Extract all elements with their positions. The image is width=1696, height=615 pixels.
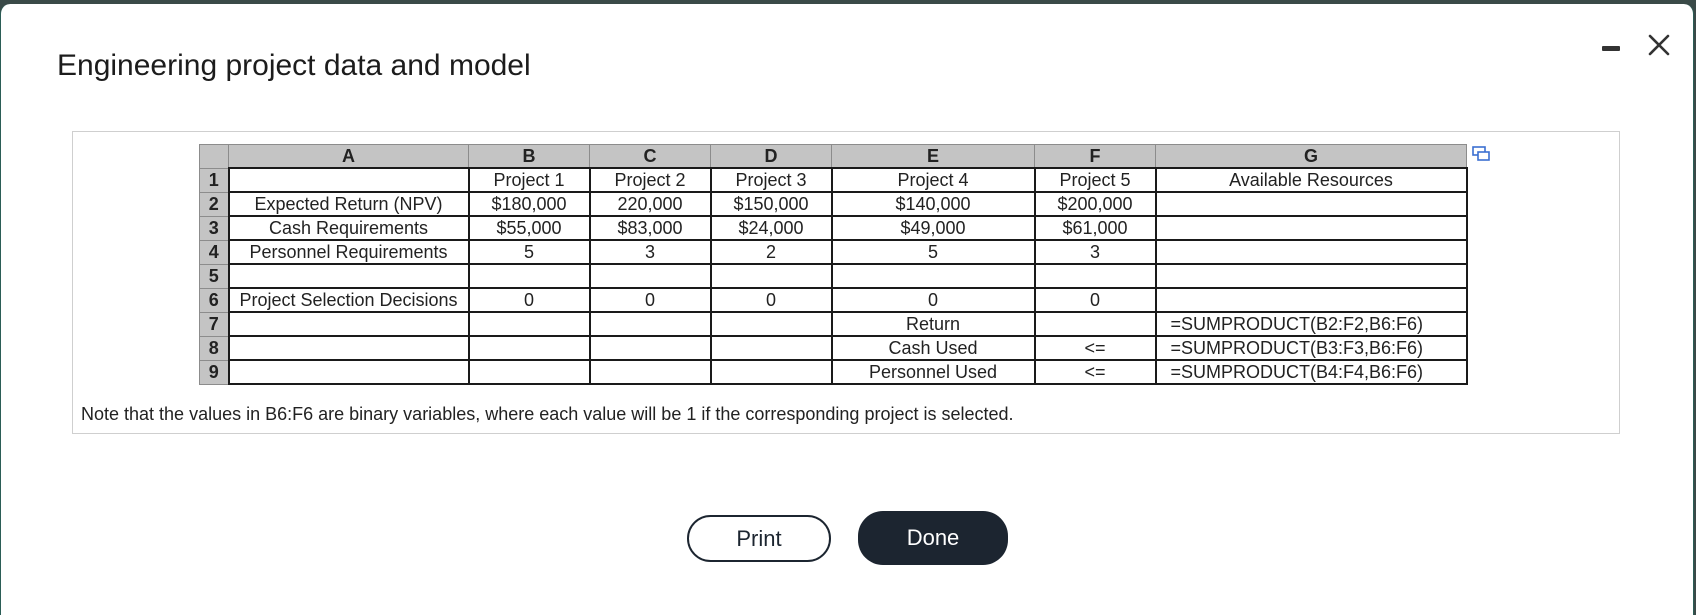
row-number: 6 [200, 288, 229, 312]
cell-c4: 3 [590, 240, 711, 264]
row-number: 4 [200, 240, 229, 264]
cell-d5 [711, 264, 832, 288]
row-number: 9 [200, 360, 229, 384]
minimize-icon [1602, 46, 1620, 51]
cell-d6: 0 [711, 288, 832, 312]
cell-c9 [590, 360, 711, 384]
cell-g7: =SUMPRODUCT(B2:F2,B6:F6) [1156, 312, 1467, 336]
cell-e6: 0 [832, 288, 1035, 312]
cell-c1: Project 2 [590, 168, 711, 192]
cell-d9 [711, 360, 832, 384]
cell-d2: $150,000 [711, 192, 832, 216]
cell-g2 [1156, 192, 1467, 216]
table-row [200, 264, 1467, 288]
cell-a3: Cash Requirements [229, 216, 469, 240]
cell-f3: $61,000 [1035, 216, 1156, 240]
column-header-c: C [590, 145, 711, 169]
cell-a6: Project Selection Decisions [229, 288, 469, 312]
cell-b2: $180,000 [469, 192, 590, 216]
cell-e1: Project 4 [832, 168, 1035, 192]
table-row [200, 336, 1467, 360]
cell-g1: Available Resources [1156, 168, 1467, 192]
cell-f5 [1035, 264, 1156, 288]
cell-a7 [229, 312, 469, 336]
cell-a8 [229, 336, 469, 360]
print-button[interactable]: Print [687, 515, 831, 562]
cell-f9: <= [1035, 360, 1156, 384]
cell-d4: 2 [711, 240, 832, 264]
close-icon [1647, 33, 1671, 57]
cell-d3: $24,000 [711, 216, 832, 240]
cell-e9: Personnel Used [832, 360, 1035, 384]
cell-e8: Cash Used [832, 336, 1035, 360]
row-number: 1 [200, 168, 229, 192]
cell-e5 [832, 264, 1035, 288]
close-button[interactable] [1641, 28, 1677, 64]
cell-e7: Return [832, 312, 1035, 336]
cell-c8 [590, 336, 711, 360]
cell-b4: 5 [469, 240, 590, 264]
row-number: 2 [200, 192, 229, 216]
cell-a9 [229, 360, 469, 384]
cell-b6: 0 [469, 288, 590, 312]
column-header-a: A [229, 145, 469, 169]
column-header-f: F [1035, 145, 1156, 169]
cell-g9: =SUMPRODUCT(B4:F4,B6:F6) [1156, 360, 1467, 384]
column-header-b: B [469, 145, 590, 169]
cell-a1 [229, 168, 469, 192]
table-row [200, 312, 1467, 336]
note-text: Note that the values in B6:F6 are binary variables, where each value will be 1 if the corresponding project is selected. [81, 404, 1014, 424]
cell-a4: Personnel Requirements [229, 240, 469, 264]
spreadsheet-table [199, 144, 1468, 385]
cell-c5 [590, 264, 711, 288]
cell-e2: $140,000 [832, 192, 1035, 216]
cell-c6: 0 [590, 288, 711, 312]
corner-cell [200, 145, 229, 169]
minimize-button[interactable] [1591, 28, 1627, 64]
column-header-d: D [711, 145, 832, 169]
cell-f1: Project 5 [1035, 168, 1156, 192]
column-header-row [200, 145, 1467, 169]
table-row [200, 360, 1467, 384]
cell-b7 [469, 312, 590, 336]
popout-icon[interactable] [1472, 146, 1490, 162]
table-row [200, 168, 1467, 192]
cell-f2: $200,000 [1035, 192, 1156, 216]
cell-b8 [469, 336, 590, 360]
cell-g4 [1156, 240, 1467, 264]
cell-e3: $49,000 [832, 216, 1035, 240]
done-button[interactable]: Done [858, 511, 1008, 565]
cell-c7 [590, 312, 711, 336]
cell-a5 [229, 264, 469, 288]
spreadsheet-panel [72, 131, 1620, 434]
cell-f7 [1035, 312, 1156, 336]
cell-e4: 5 [832, 240, 1035, 264]
cell-d8 [711, 336, 832, 360]
table-row [200, 216, 1467, 240]
cell-c2: 220,000 [590, 192, 711, 216]
column-header-e: E [832, 145, 1035, 169]
cell-b5 [469, 264, 590, 288]
row-number: 3 [200, 216, 229, 240]
cell-d7 [711, 312, 832, 336]
cell-f4: 3 [1035, 240, 1156, 264]
row-number: 7 [200, 312, 229, 336]
cell-f8: <= [1035, 336, 1156, 360]
dialog-title: Engineering project data and model [57, 49, 531, 82]
cell-d1: Project 3 [711, 168, 832, 192]
cell-g8: =SUMPRODUCT(B3:F3,B6:F6) [1156, 336, 1467, 360]
cell-b1: Project 1 [469, 168, 590, 192]
cell-b9 [469, 360, 590, 384]
cell-c3: $83,000 [590, 216, 711, 240]
cell-b3: $55,000 [469, 216, 590, 240]
table-row [200, 288, 1467, 312]
column-header-g: G [1156, 145, 1467, 169]
cell-g5 [1156, 264, 1467, 288]
table-row [200, 240, 1467, 264]
row-number: 5 [200, 264, 229, 288]
table-row [200, 192, 1467, 216]
cell-f6: 0 [1035, 288, 1156, 312]
cell-g3 [1156, 216, 1467, 240]
row-number: 8 [200, 336, 229, 360]
cell-g6 [1156, 288, 1467, 312]
cell-a2: Expected Return (NPV) [229, 192, 469, 216]
dialog [0, 4, 1694, 615]
